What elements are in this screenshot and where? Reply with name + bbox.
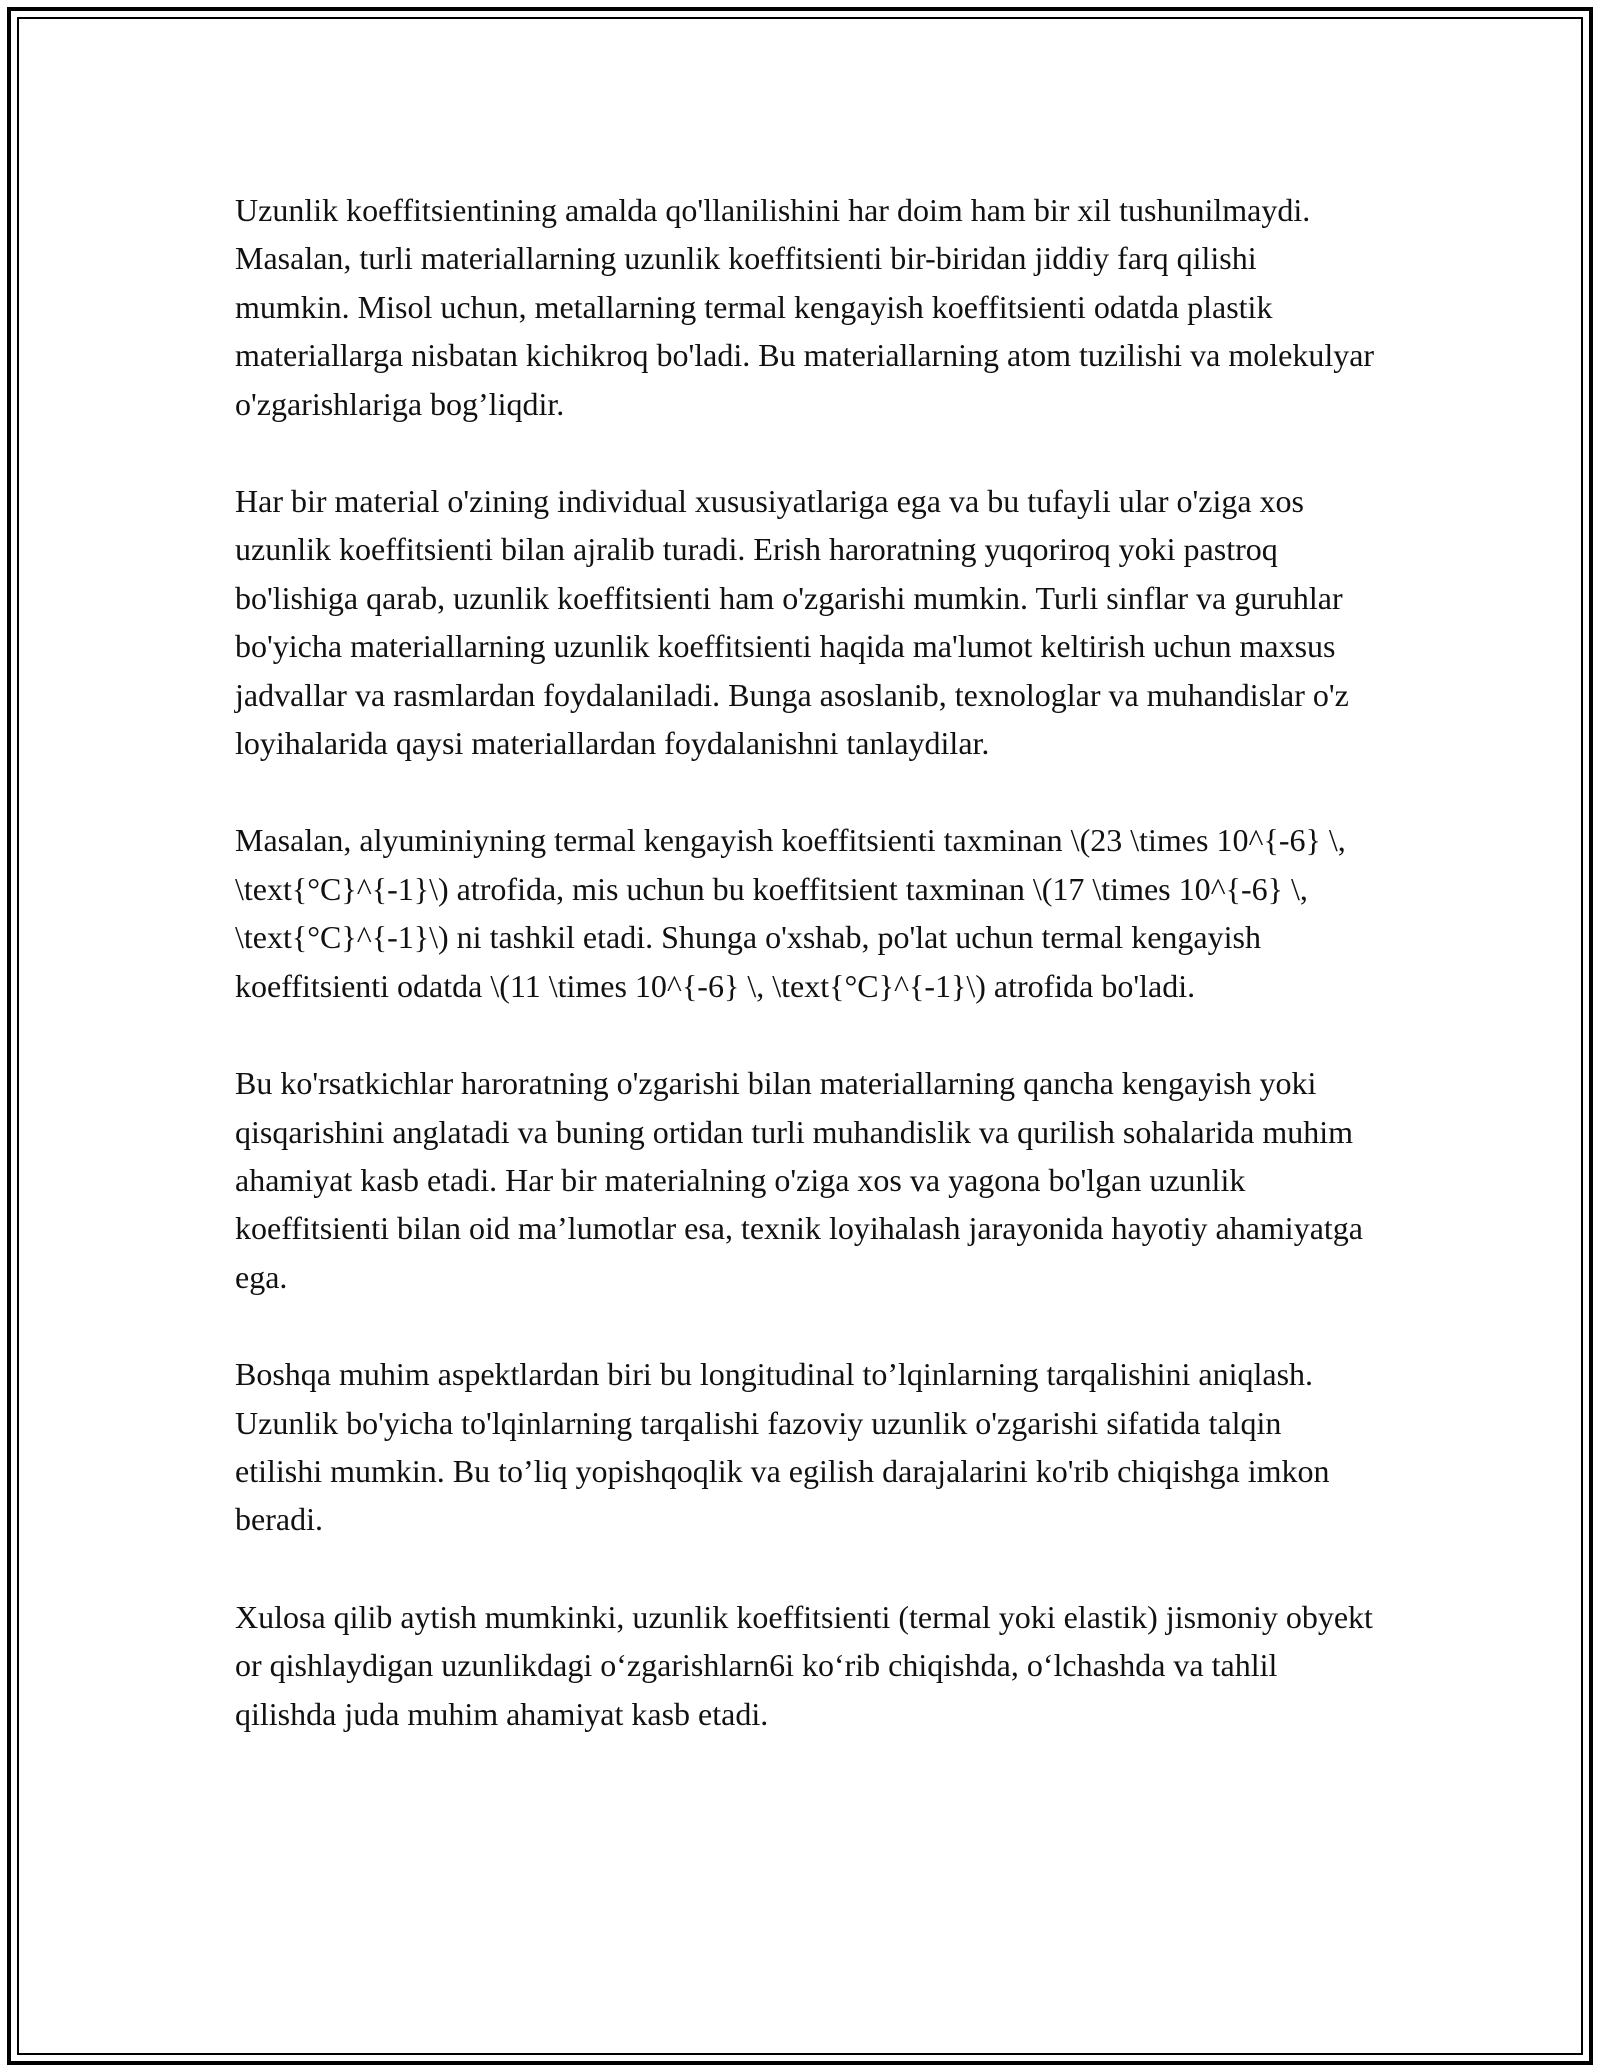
paragraph-3: Masalan, alyuminiyning termal kengayish koeffitsienti taxminan \(23 \times 10^{-6} \, \text{°C}^{-1}\) atrofida, mis uchun bu koeffitsient taxminan \(17 \times 10^{-6} \, \text{°C}^{-1}\) ni tashkil etadi. Shunga o'xshab, po'lat uchun termal kengayish koeffitsienti odatda \(11 \times 10^{-6} \, \text{°C}^{-1}\) atrofida bo'ladi. xyxy=(235,822,1346,1004)
paragraph-1: Uzunlik koeffitsientining amalda qo'llanilishini har doim ham bir xil tushunilmaydi. Masalan, turli materiallarning uzunlik koeffitsienti bir-biridan jiddiy farq qilishi mumkin. Misol uchun, metallarning termal kengayish koeffitsienti odatda plastik materiallarga nisbatan kichikroq bo'ladi. Bu materiallarning atom tuzilishi va molekulyar o'zgarishlariga bog’liqdir. xyxy=(235,192,1375,422)
document-body xyxy=(235,186,1375,1738)
paragraph-2: Har bir material o'zining individual xususiyatlariga ega va bu tufayli ular o'ziga xos uzunlik koeffitsienti bilan ajralib turadi. Erish haroratning yuqoriroq yoki pastroq bo'lishiga qarab, uzunlik koeffitsienti ham o'zgarishi mumkin. Turli sinflar va guruhlar bo'yicha materiallarning uzunlik koeffitsienti haqida ma'lumot keltirish uchun maxsus jadvallar va rasmlardan foydalaniladi. Bunga asoslanib, texnologlar va muhandislar o'z loyihalarida qaysi materiallardan foydalanishni tanlaydilar. xyxy=(235,483,1349,762)
paragraph-6: Xulosa qilib aytish mumkinki, uzunlik koeffitsienti (termal yoki elastik) jismoniy obyekt or qishlaydigan uzunlikdagi o‘zgarishlarn6i ko‘rib chiqishda, o‘lchashda va tahlil qilishda juda muhim ahamiyat kasb etadi. xyxy=(235,1598,1373,1732)
paragraph-4: Bu ko'rsatkichlar haroratning o'zgarishi bilan materiallarning qancha kengayish yoki qisqarishini anglatadi va buning ortidan turli muhandislik va qurilish sohalarida muhim ahamiyat kasb etadi. Har bir materialning o'ziga xos va yagona bo'lgan uzunlik koeffitsienti bilan oid ma’lumotlar esa, texnik loyihalash jarayonida hayotiy ahamiyatga ega. xyxy=(235,1065,1363,1295)
paragraph-5: Boshqa muhim aspektlardan biri bu longitudinal to’lqinlarning tarqalishini aniqlash. Uzunlik bo'yicha to'lqinlarning tarqalishi fazoviy uzunlik o'zgarishi sifatida talqin etilishi mumkin. Bu to’liq yopishqoqlik va egilish darajalarini ko'rib chiqishga imkon beradi. xyxy=(235,1356,1330,1538)
